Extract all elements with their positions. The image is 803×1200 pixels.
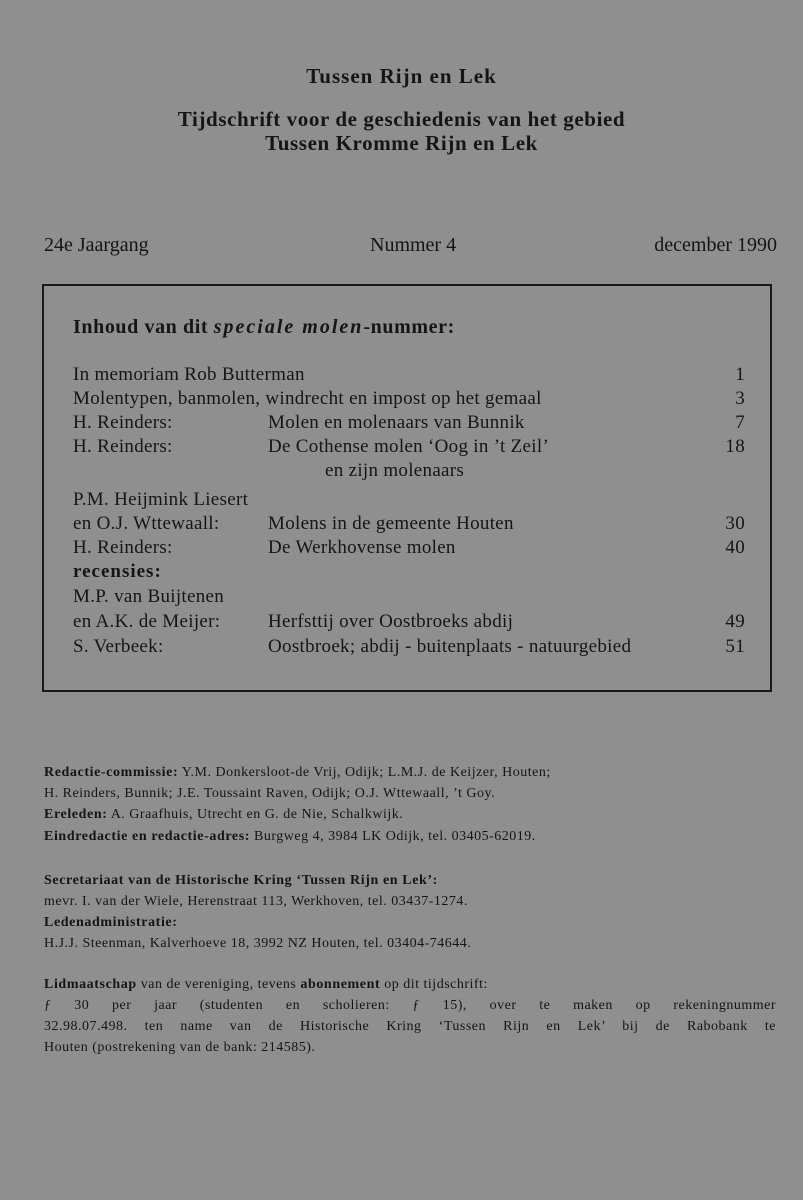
toc-entry-page: 30 [725,513,745,534]
secretariat-address: mevr. I. van der Wiele, Herenstraat 113, Werkhoven, tel. 03437-1274. [44,894,468,909]
toc-entry-title: In memoriam Rob Butterman [73,364,305,385]
membership-admin-address: H.J.J. Steenman, Kalverhoeve 18, 3992 NZ Houten, tel. 03404-74644. [44,936,472,951]
toc-title-italic: speciale molen [213,316,364,338]
toc-entry-page: 49 [725,611,745,632]
final-editing-label: Eindredactie en redactie-adres: [44,829,251,844]
final-editing [44,829,784,845]
issue-volume: 24e Jaargang [44,234,149,256]
toc-entry-author: en A.K. de Meijer: [73,611,221,632]
membership-line-4: Houten (postrekening van de bank: 214585). [44,1040,316,1055]
membership-line-3: 32.98.07.498. ten name van de Historische Kring ‘Tussen Rijn en Lek’ bij de Rabobank te [44,1019,776,1034]
issue-date: december 1990 [654,234,777,256]
editorial-committee-label: Redactie-commissie: [44,765,179,780]
toc-entry-title: Molen en molenaars van Bunnik [268,412,525,433]
honorary-members-label: Ereleden: [44,807,108,822]
final-editing-text: Burgweg 4, 3984 LK Odijk, tel. 03405-62019. [250,829,536,844]
toc-title-post: -nummer: [363,316,455,338]
editorial-committee-line-2: H. Reinders, Bunnik; J.E. Toussaint Raven, Odijk; O.J. Wttewaall, ’t Goy. [44,786,496,801]
editorial-committee-line-1: Y.M. Donkersloot-de Vrij, Odijk; L.M.J. de Keijzer, Houten; [178,765,551,780]
toc-entry-author: P.M. Heijmink Liesert [73,489,249,510]
toc-entry-title: Molens in de gemeente Houten [268,513,514,534]
toc-entry-author: en O.J. Wttewaall: [73,513,220,534]
toc-entry-title: Herfsttij over Oostbroeks abdij [268,611,514,632]
toc-entry-author: H. Reinders: [73,436,173,457]
honorary-members-text: A. Graafhuis, Utrecht en G. de Nie, Schalkwijk. [107,807,404,822]
toc-entry-title: De Cothense molen ‘Oog in ’t Zeil’ [268,436,550,457]
toc-entry-author: M.P. van Buijtenen [73,586,225,607]
membership-line-1: Lidmaatschap van de vereniging, tevens abonnement op dit tijdschrift: [44,977,488,992]
toc-title [73,316,455,339]
honorary-members [44,807,784,823]
toc-entry-title: De Werkhovense molen [268,537,456,558]
table-of-contents [42,284,772,692]
journal-title: Tussen Rijn en Lek [306,64,497,88]
secretariat-label: Secretariaat van de Historische Kring ‘Tussen Rijn en Lek’: [44,873,438,888]
membership-label: Lidmaatschap [44,977,137,992]
toc-entry-title: Oostbroek; abdij - buitenplaats - natuurgebied [268,636,632,657]
toc-entry-title: Molentypen, banmolen, windrecht en impost op het gemaal [73,388,542,409]
membership-line-2: ƒ 30 per jaar (studenten en scholieren: ƒ 15), over te maken op rekeningnummer [44,998,776,1013]
toc-entry-page: 40 [725,537,745,558]
toc-title-pre: Inhoud van dit [73,316,214,338]
toc-entry-page: 1 [735,364,745,385]
toc-entry-author: S. Verbeek: [73,636,164,657]
journal-subtitle-2: Tussen Kromme Rijn en Lek [265,131,538,155]
subscription-label: abonnement [300,977,381,992]
journal-subtitle-1: Tijdschrift voor de geschiedenis van het gebied [177,107,626,131]
toc-entry-page: 3 [735,388,745,409]
toc-entry-author: H. Reinders: [73,537,173,558]
toc-entry-page: 51 [725,636,745,657]
issue-number: Nummer 4 [370,234,457,256]
toc-entry-page: 7 [735,412,745,433]
reviews-heading: recensies: [73,561,162,582]
membership-admin-label: Ledenadministratie: [44,915,178,930]
toc-entry-title-continued: en zijn molenaars [325,460,465,481]
toc-entry-page: 18 [725,436,745,457]
toc-entry-author: H. Reinders: [73,412,173,433]
editorial-committee [44,765,784,781]
